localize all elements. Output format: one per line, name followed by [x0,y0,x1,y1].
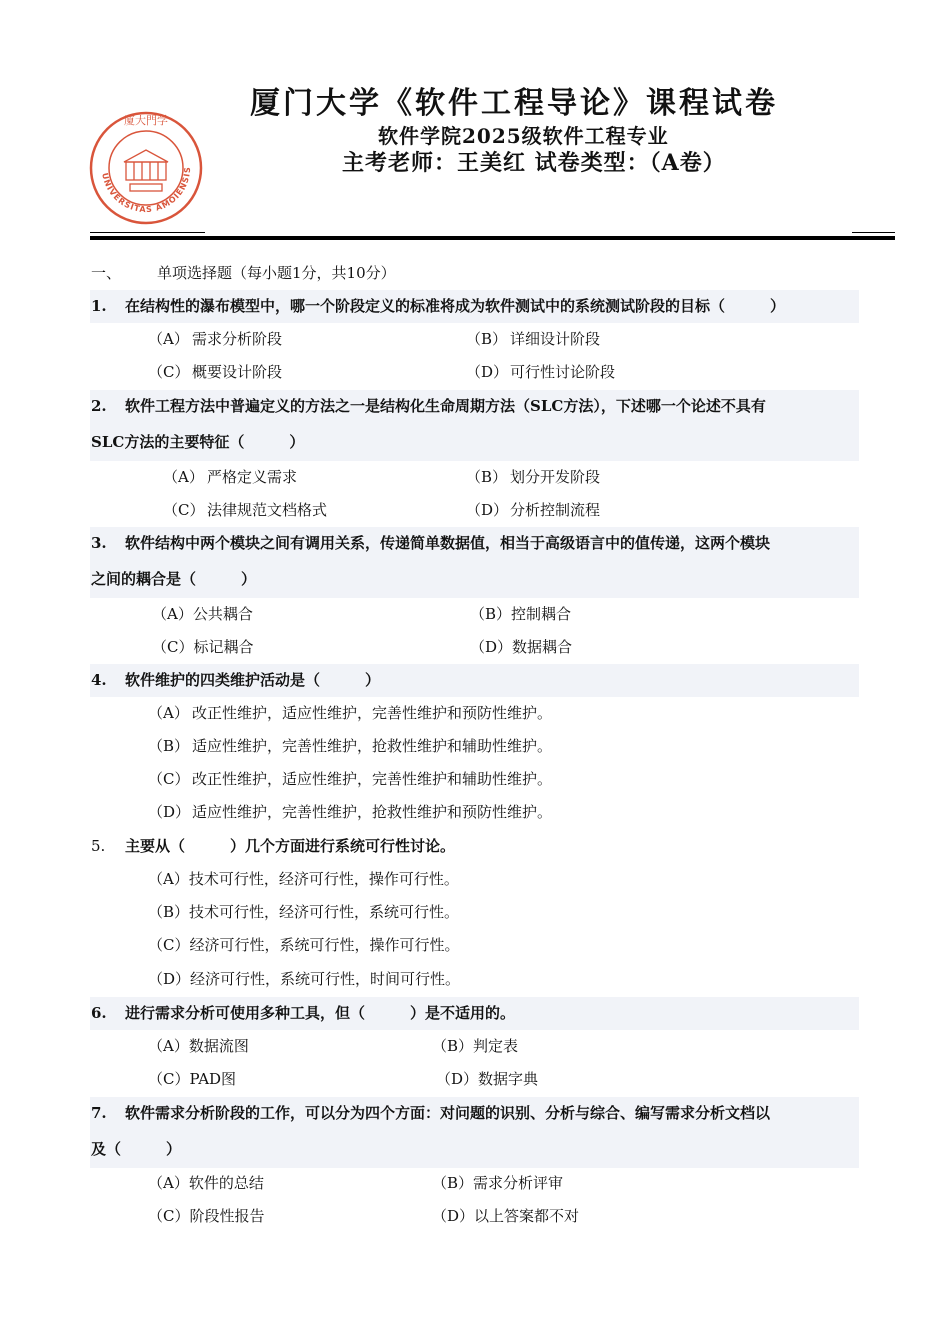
exam-title: 厦门大学《软件工程导论》课程试卷 [250,86,778,121]
question-5 [90,830,859,863]
option-d: （D） 可行性讨论阶段 [466,363,616,381]
question-text: 主要从（ ）几个方面进行系统可行性讨论。 [125,837,456,855]
question-text-cont: 之间的耦合是（ ） [91,570,257,588]
question-text: 软件维护的四类维护活动是（ ） [125,671,381,689]
header-rule-thin-right [852,232,895,233]
option-c: （C）阶段性报告 [148,1207,265,1225]
option-b: （B）需求分析评审 [432,1174,564,1192]
question-1 [90,290,859,323]
option-b: （B） 适应性维护，完善性维护，抢救性维护和辅助性维护。 [148,737,553,755]
option-c: （C）标记耦合 [152,638,254,656]
section-heading [91,262,396,283]
question-number: 2. [91,397,107,415]
question-text-cont: 及（ ） [91,1140,182,1158]
seal-building-icon [124,150,168,191]
question-number: 5. [91,837,106,855]
question-text: 在结构性的瀑布模型中，哪一个阶段定义的标准将成为软件测试中的系统测试阶段的目标（ ） [125,297,786,315]
university-seal [88,110,204,226]
option-b: （B）技术可行性，经济可行性，系统可行性。 [148,903,460,921]
question-text: 软件需求分析阶段的工作，可以分为四个方面：对问题的识别、分析与综合、编写需求分析文档以 [125,1104,771,1122]
svg-text:UNIVERSITAS AMOIENSIS [100,166,192,214]
question-2 [90,390,859,461]
option-d: （D）经济可行性，系统可行性，时间可行性。 [148,970,461,988]
option-d: （D） 分析控制流程 [466,501,601,519]
option-d: （D） 适应性维护，完善性维护，抢救性维护和预防性维护。 [148,803,553,821]
option-a: （A）软件的总结 [148,1174,264,1192]
option-a: （A） 严格定义需求 [163,468,298,486]
question-number: 7. [91,1104,107,1122]
option-a: （A）技术可行性，经济可行性，操作可行性。 [148,870,459,888]
question-number: 6. [91,1004,107,1022]
question-text: 软件结构中两个模块之间有调用关系，传递简单数据值，相当于高级语言中的值传递，这两个模块 [125,534,771,552]
question-number: 1. [91,297,107,315]
seal-top-text: 厦大門学 [124,114,168,127]
section-number: 一、 [91,264,122,282]
option-b: （B）控制耦合 [470,605,572,623]
question-7 [90,1097,859,1168]
option-c: （C） 改正性维护，适应性维护，完善性维护和辅助性维护。 [148,770,553,788]
section-title: 单项选择题（每小题1分，共10分） [157,264,396,282]
question-4 [90,664,859,697]
option-b: （B） 划分开发阶段 [466,468,601,486]
option-b: （B） 详细设计阶段 [466,330,601,348]
option-c: （C）经济可行性，系统可行性，操作可行性。 [148,936,460,954]
header-rule [90,236,895,240]
option-c: （C） 法律规范文档格式 [163,501,328,519]
option-a: （A）公共耦合 [152,605,253,623]
header-rule-thin-left [90,232,205,233]
exam-subtitle: 软件学院2025级软件工程专业 [378,124,669,148]
question-text: 软件工程方法中普遍定义的方法之一是结构化生命周期方法（SLC方法），下述哪一个论述不具有 [125,397,766,415]
seal-ring-text: UNIVERSITAS AMOIENSIS [100,166,193,215]
question-text-cont: SLC方法的主要特征（ ） [91,433,305,451]
option-d: （D）数据耦合 [470,638,573,656]
option-a: （A）数据流图 [148,1037,249,1055]
option-a: （A） 改正性维护，适应性维护，完善性维护和预防性维护。 [148,704,553,722]
option-a: （A） 需求分析阶段 [148,330,283,348]
option-c: （C） 概要设计阶段 [148,363,283,381]
question-3 [90,527,859,598]
question-number: 4. [91,671,107,689]
question-6 [90,997,859,1030]
option-c: （C）PAD图 [148,1070,237,1088]
question-number: 3. [91,534,107,552]
option-d: （D）数据字典 [436,1070,539,1088]
option-b: （B）判定表 [432,1037,519,1055]
examiner-line: 主考老师：王美红 试卷类型：（A卷） [342,150,726,176]
option-d: （D）以上答案都不对 [432,1207,580,1225]
question-text: 进行需求分析可使用多种工具，但（ ）是不适用的。 [125,1004,516,1022]
